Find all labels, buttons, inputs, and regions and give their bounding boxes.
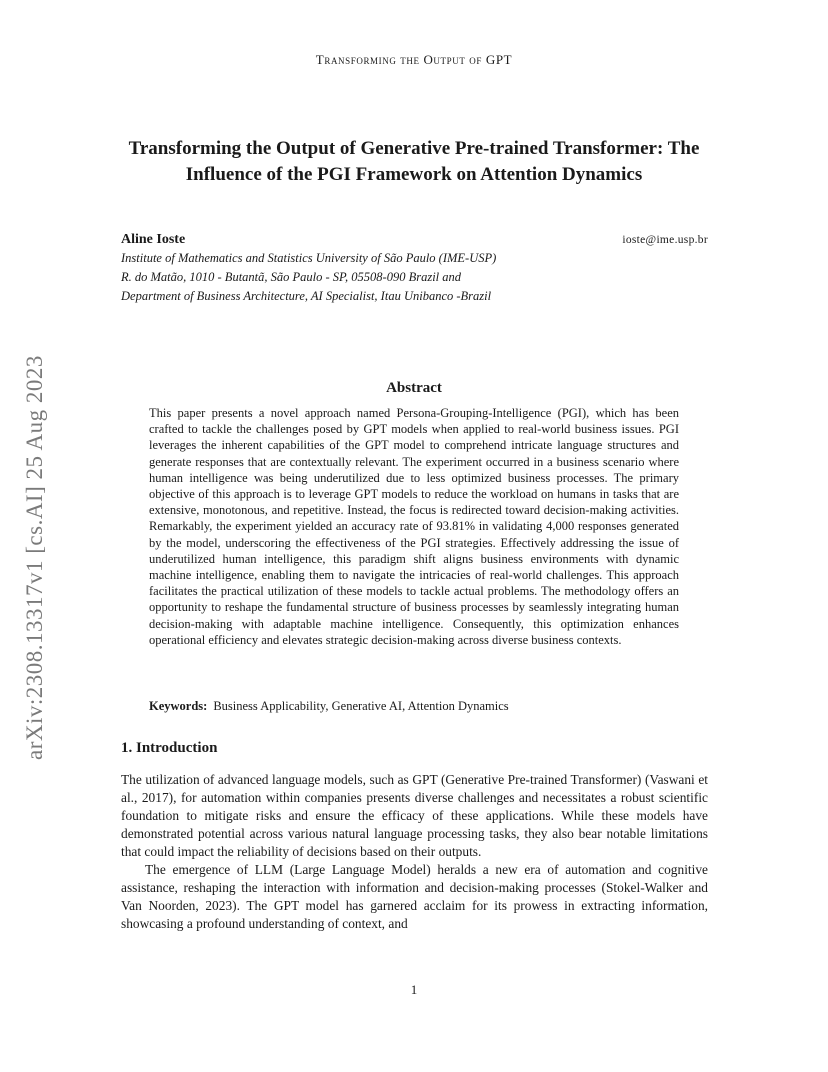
author-block bbox=[121, 232, 708, 306]
author-email-text: ioste@ime.usp.br bbox=[622, 234, 708, 246]
section-body bbox=[121, 771, 708, 933]
author-email bbox=[622, 234, 708, 246]
affiliation-line: R. do Matão, 1010 - Butantã, São Paulo - SP, 05508-090 Brazil and bbox=[121, 270, 462, 284]
section-heading: 1. Introduction bbox=[121, 740, 218, 756]
running-head: Transforming the Output of GPT bbox=[315, 52, 513, 67]
keywords-list: Business Applicability, Generative AI, Attention Dynamics bbox=[213, 699, 509, 713]
affiliation-line: Institute of Mathematics and Statistics University of São Paulo (IME-USP) bbox=[121, 251, 497, 265]
body-paragraph: The emergence of LLM (Large Language Model) heralds a new era of automation and cognitive assistance, reshaping the interaction with information and decision-making processes (Stokel-Walker and Van Noorden, 2023). The GPT model has garnered acclaim for its prowess in extracting information, showcasing a profound understanding of context, and bbox=[121, 862, 708, 931]
abstract-text: This paper presents a novel approach named Persona-Grouping-Intelligence (PGI), which has been crafted to tackle the challenges posed by GPT models when applied to real-world business issues. PGI leverages the inherent capabilities of the GPT model to comprehend intricate language structures and generate responses that are contextually relevant. The experiment occurred in a business scenario where human intelligence was being underutilized due to less optimized business processes. The primary objective of this approach is to leverage GPT models to reduce the workload on humans in tasks that are extensive, monotonous, and repetitive. Instead, the focus is redirected toward decision-making activities. Remarkably, the experiment yielded an accuracy rate of 93.81% in validating 4,000 responses generated by the model, underscoring the effectiveness of the PGI strategies. Effectively addressing the issue of underutilized human intelligence, this paradigm shift aligns business environments with dynamic machine intelligence, enabling them to navigate the intricacies of real-world challenges. This approach facilitates the practical utilization of these models to tackle actual problems. The methodology offers an opportunity to reshape the fundamental structure of business processes by seamlessly integrating human decision-making with adaptable machine intelligence. Consequently, this optimization enhances operational efficiency and elevates strategic decision-making across diverse business contexts. bbox=[149, 406, 679, 647]
author-affiliation bbox=[121, 249, 708, 306]
affiliation-line: Department of Business Architecture, AI Specialist, Itau Unibanco -Brazil bbox=[121, 289, 492, 303]
author-name: Aline Ioste bbox=[121, 232, 186, 247]
body-paragraph: The utilization of advanced language models, such as GPT (Generative Pre-trained Transformer) (Vaswani et al., 2017), for automation within companies presents diverse challenges and necessitates a robust scientific foundation to mitigate risks and ensure the efficacy of these applications. While these models have demonstrated potential across various natural language processing tasks, they also bear notable limitations that could impact the reliability of decisions based on their outputs. bbox=[121, 772, 708, 859]
keywords bbox=[149, 699, 679, 714]
page-number: 1 bbox=[410, 982, 418, 997]
arxiv-identifier-stamp: arXiv:2308.13317v1 [cs.AI] 25 Aug 2023 bbox=[22, 355, 47, 760]
keywords-label: Keywords: bbox=[149, 699, 208, 713]
paper-title: Transforming the Output of Generative Pre-trained Transformer: The Influence of the PGI Framework on Attention Dynamics bbox=[128, 138, 700, 185]
abstract-heading: Abstract bbox=[386, 380, 442, 396]
